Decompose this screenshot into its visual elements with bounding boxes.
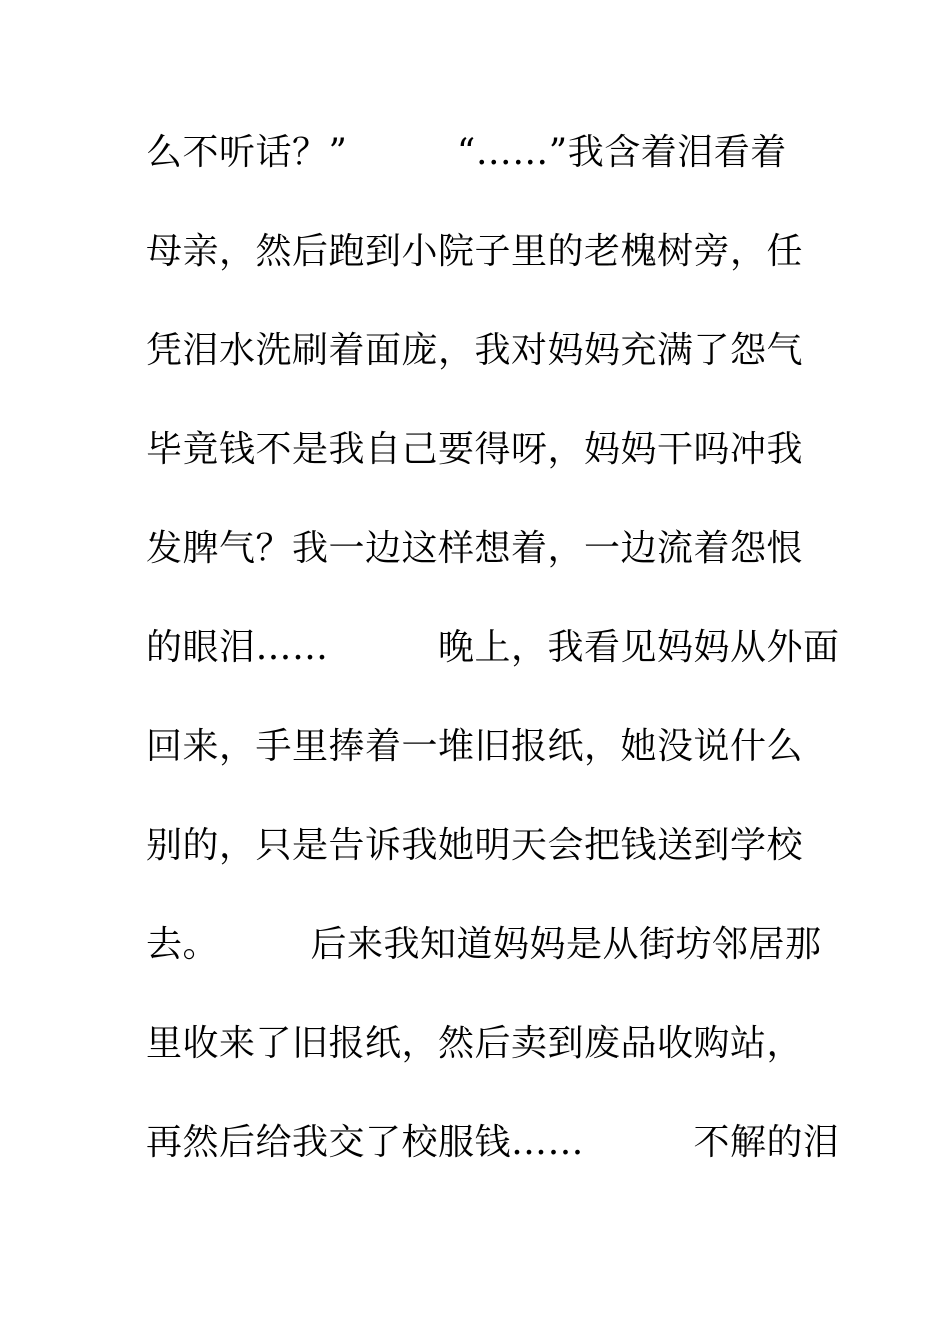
text-line: 么不听话？” “……”我含着泪看着 bbox=[146, 132, 787, 173]
text-line: 发脾气？我一边这样想着，一边流着怨恨 bbox=[146, 528, 804, 569]
text-line: 母亲，然后跑到小院子里的老槐树旁，任 bbox=[146, 231, 804, 272]
text-line: 凭泪水洗刷着面庞，我对妈妈充满了怨气 bbox=[146, 330, 804, 371]
body-text bbox=[146, 126, 840, 1215]
text-line: 毕竟钱不是我自己要得呀，妈妈干吗冲我 bbox=[146, 429, 804, 470]
text-line: 去。 后来我知道妈妈是从街坊邻居那 bbox=[146, 924, 822, 965]
text-line: 再然后给我交了校服钱…… 不解的泪 bbox=[146, 1122, 840, 1163]
text-line: 回来，手里捧着一堆旧报纸，她没说什么 bbox=[146, 726, 804, 767]
text-line: 里收来了旧报纸，然后卖到废品收购站， bbox=[146, 1023, 804, 1064]
text-line: 的眼泪…… 晚上，我看见妈妈从外面 bbox=[146, 627, 840, 668]
text-line: 别的，只是告诉我她明天会把钱送到学校 bbox=[146, 825, 804, 866]
